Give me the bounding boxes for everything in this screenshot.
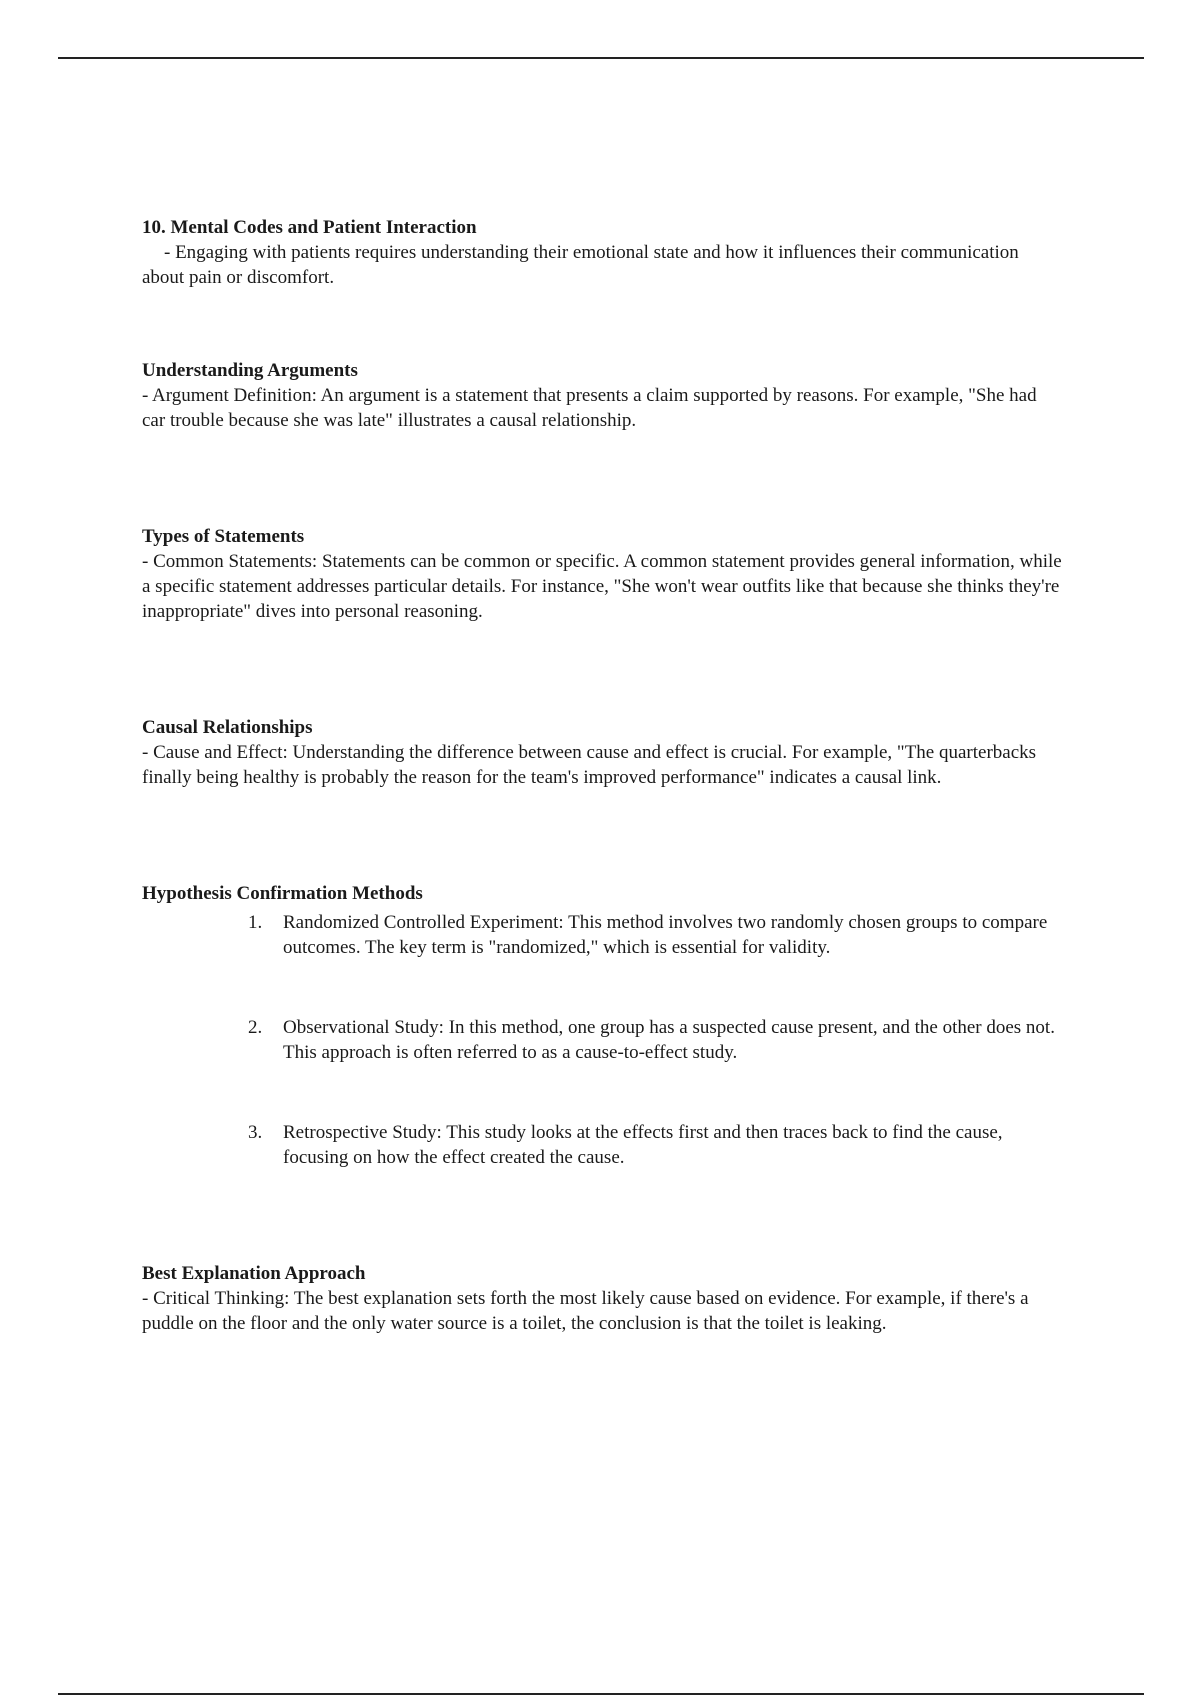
- section-paragraph: - Argument Definition: An argument is a statement that presents a claim supported by reasons. For example, "She had car trouble because she was late" illustrates a causal relationship.: [142, 385, 1037, 431]
- list-item-text: Randomized Controlled Experiment: This method involves two randomly chosen groups to compare outcomes. The key term is "randomized," which is essential for validity.: [283, 912, 1048, 958]
- section-causal-relationships: [142, 715, 1062, 790]
- list-item: [248, 1015, 1062, 1065]
- section-title: Understanding Arguments: [142, 360, 358, 381]
- list-item: [248, 910, 1062, 960]
- section-paragraph: - Cause and Effect: Understanding the difference between cause and effect is crucial. For example, "The quarterbacks finally being healthy is probably the reason for the team's improved performance" indicates a causal link.: [142, 742, 1037, 788]
- section-paragraph: - Common Statements: Statements can be common or specific. A common statement provides general information, while a specific statement addresses particular details. For instance, "She won't wear outfits like that because she thinks they're inappropriate" dives into personal reasoning.: [142, 551, 1062, 622]
- section-understanding-arguments: [142, 358, 1062, 433]
- list-item-text: Retrospective Study: This study looks at the effects first and then traces back to find the cause, focusing on how the effect created the cause.: [283, 1122, 1003, 1168]
- section-hypothesis-methods: [142, 881, 1062, 1170]
- section-best-explanation: [142, 1261, 1062, 1336]
- section-title: Best Explanation Approach: [142, 1263, 366, 1284]
- list-item: [248, 1120, 1062, 1170]
- section-title: 10. Mental Codes and Patient Interaction: [142, 217, 477, 238]
- section-title: Causal Relationships: [142, 717, 313, 738]
- document-body: [142, 215, 1062, 1336]
- section-title: Hypothesis Confirmation Methods: [142, 883, 423, 904]
- list-item-number: 3.: [248, 1122, 263, 1143]
- bottom-rule: [58, 1693, 1144, 1695]
- top-rule: [58, 57, 1144, 59]
- list-item-text: Observational Study: In this method, one group has a suspected cause present, and the other does not. This approach is often referred to as a cause-to-effect study.: [283, 1017, 1055, 1063]
- list-item-number: 2.: [248, 1017, 263, 1038]
- methods-list: [142, 910, 1062, 1170]
- section-paragraph: - Engaging with patients requires understanding their emotional state and how it influences their communication about pain or discomfort.: [142, 242, 1019, 288]
- section-title: Types of Statements: [142, 526, 305, 547]
- list-item-number: 1.: [248, 912, 263, 933]
- section-types-of-statements: [142, 524, 1062, 624]
- section-paragraph: - Critical Thinking: The best explanation sets forth the most likely cause based on evidence. For example, if there's a puddle on the floor and the only water source is a toilet, the conclusion is that the toilet is leaking.: [142, 1288, 1029, 1334]
- section-mental-codes: [142, 215, 1062, 290]
